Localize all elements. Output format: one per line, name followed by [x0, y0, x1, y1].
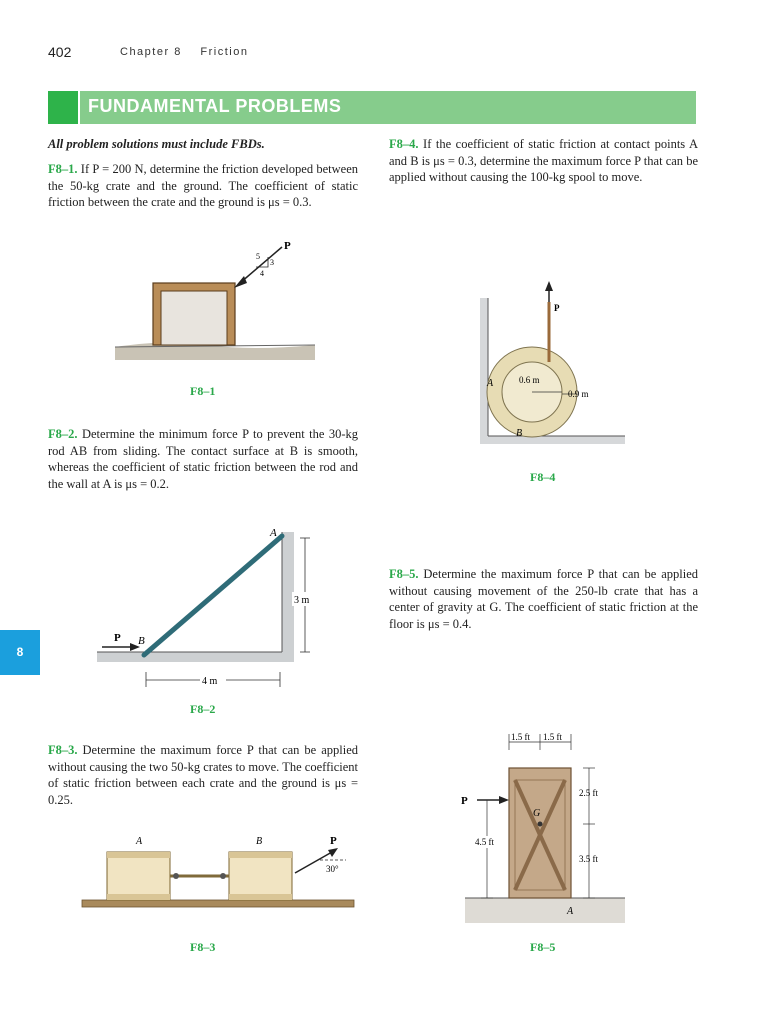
force-arrowhead [328, 848, 338, 857]
problem-text: Determine the maximum force P that can be applied without causing the two 50-kg crates to move. The coefficient of static friction between each crate and the ground is μs = 0.25. [48, 743, 358, 807]
slope-hyp: 5 [256, 252, 260, 261]
problem-text: Determine the minimum force P to prevent the 30-kg rod AB from sliding. The contact surface at B is smooth, whereas the coefficient of static friction between the rod and the wall at A is μs = 0.2. [48, 427, 359, 491]
problem-f8-4 [389, 136, 698, 186]
problem-f8-5 [389, 566, 698, 632]
gravity-center-label: G [533, 808, 541, 819]
problem-f8-3 [48, 742, 358, 808]
problem-id: F8–1. [48, 162, 78, 176]
intro-text: All problem solutions must include FBDs. [48, 137, 265, 151]
banner-title: FUNDAMENTAL PROBLEMS [88, 96, 342, 116]
running-head [120, 46, 262, 58]
problem-id: F8–2. [48, 427, 78, 441]
problem-f8-2 [48, 426, 358, 492]
banner-square [48, 91, 78, 124]
outer-radius-label: 0.9 m [568, 389, 589, 399]
rod-ab[interactable] [144, 536, 282, 655]
point-a: A [270, 527, 277, 539]
crate-b [229, 852, 292, 900]
point-a: A [487, 378, 494, 389]
floor [480, 436, 625, 444]
slope-run: 4 [260, 269, 264, 278]
wall [480, 298, 488, 443]
problem-id: F8–4. [389, 137, 419, 151]
problem-text: If the coefficient of static friction at contact points A and B is μs = 0.3, determine the maximum force P that can be applied without causing the 100-kg spool to move. [389, 137, 699, 184]
gravity-center-marker [538, 822, 543, 827]
force-label: P [461, 795, 468, 807]
inner-radius-label: 0.6 m [519, 375, 540, 385]
height-label: 3 m [294, 595, 310, 606]
crate-panel [161, 291, 227, 345]
figure-f8-5 [455, 728, 640, 928]
force-label: P [114, 632, 121, 644]
crate-a [107, 852, 170, 900]
section-label: Friction [200, 46, 249, 58]
angle-label: 30° [326, 864, 339, 874]
problem-id: F8–5. [389, 567, 419, 581]
lower-height-label: 3.5 ft [579, 854, 598, 864]
upper-height-label: 2.5 ft [579, 788, 598, 798]
figure-f8-4 [470, 280, 630, 450]
force-arrowhead [499, 796, 509, 804]
point-a: A [567, 906, 574, 917]
figure-f8-2 [92, 522, 332, 692]
half-width-2-label: 1.5 ft [543, 732, 562, 742]
force-label: P [330, 835, 337, 847]
slope-rise: 3 [270, 258, 274, 267]
width-label: 4 m [202, 676, 218, 687]
figure-f8-3 [80, 832, 360, 917]
figure-f8-1 [110, 235, 320, 375]
caption-f8-4: F8–4 [530, 470, 556, 484]
problem-f8-1 [48, 161, 358, 211]
page-number: 402 [48, 44, 72, 60]
chapter-label: Chapter 8 [120, 46, 182, 58]
caption-f8-5: F8–5 [530, 940, 556, 954]
floor [465, 898, 625, 923]
caption-f8-3: F8–3 [190, 940, 216, 954]
force-label: P [554, 303, 560, 313]
force-arrowhead [545, 281, 553, 291]
crate-b-label: B [256, 836, 263, 847]
caption-f8-1: F8–1 [190, 384, 216, 398]
chapter-tab: 8 [0, 630, 40, 675]
caption-f8-2: F8–2 [190, 702, 216, 716]
problem-text: If P = 200 N, determine the friction developed between the 50-kg crate and the ground. The coefficient of static friction between the crate and the ground is μs = 0.3. [48, 162, 358, 209]
crate-a-label: A [136, 836, 143, 847]
half-width-1-label: 1.5 ft [511, 732, 530, 742]
problem-text: Determine the maximum force P that can be applied without causing movement of the 250-lb crate that has a center of gravity at G. The coefficient of static friction at the floor is μs = 0.4. [389, 567, 699, 631]
point-b: B [516, 428, 523, 439]
force-label: P [284, 240, 291, 252]
force-height-label: 4.5 ft [475, 837, 494, 847]
floor [97, 652, 294, 662]
point-b: B [138, 635, 145, 647]
problem-id: F8–3. [48, 743, 78, 757]
ground [82, 900, 354, 907]
